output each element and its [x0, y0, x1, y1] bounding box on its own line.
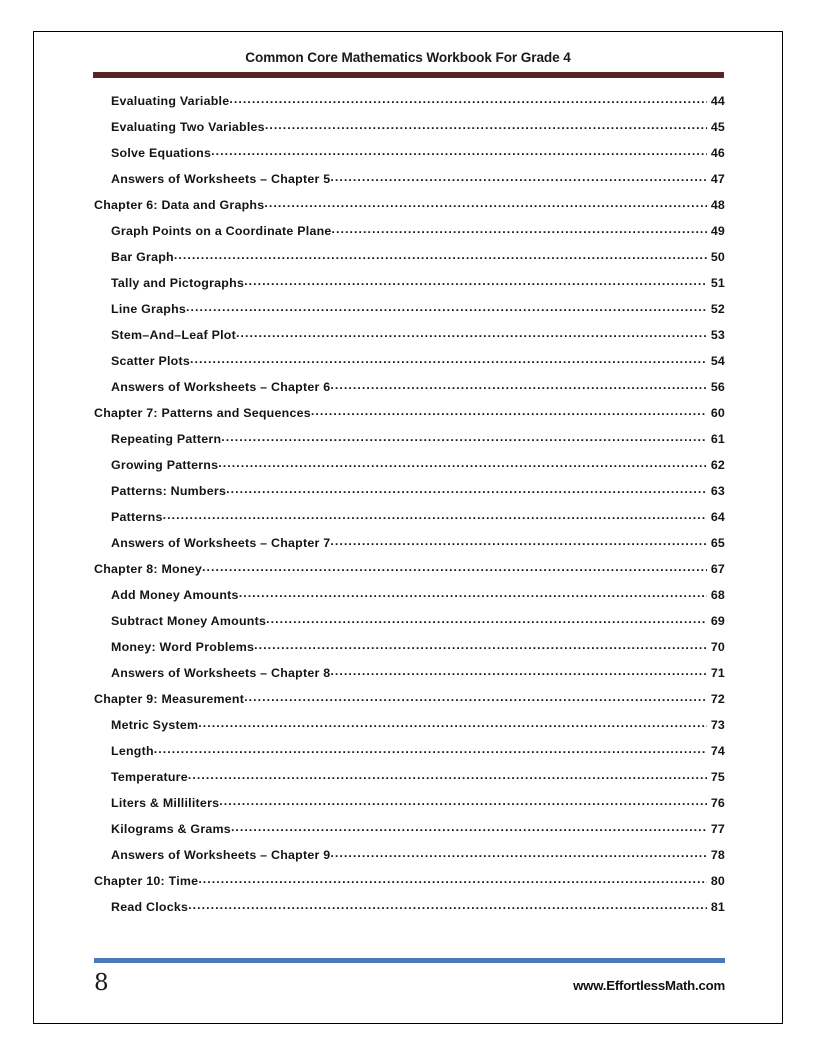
toc-dot-leader [219, 795, 707, 807]
toc-entry-page-number: 78 [710, 848, 725, 862]
toc-entry-page-number: 48 [710, 198, 725, 212]
toc-entry-page-number: 73 [710, 718, 725, 732]
toc-entry[interactable] [94, 431, 725, 457]
toc-entry-page-number: 76 [710, 796, 725, 810]
toc-entry-page-number: 67 [710, 562, 725, 576]
toc-entry-page-number: 70 [710, 640, 725, 654]
toc-entry-page-number: 53 [710, 328, 725, 342]
toc-entry[interactable] [94, 613, 725, 639]
footer-website-url: www.EffortlessMath.com [573, 977, 725, 993]
toc-entry-label: Chapter 7: Patterns and Sequences [94, 406, 311, 420]
toc-entry-label: Liters & Milliliters [111, 796, 220, 810]
toc-dot-leader [190, 353, 707, 365]
toc-entry-label: Evaluating Two Variables [111, 120, 265, 134]
toc-entry-page-number: 72 [710, 692, 725, 706]
toc-dot-leader [330, 379, 707, 391]
toc-dot-leader [239, 587, 707, 599]
toc-entry[interactable] [94, 483, 725, 509]
page-footer [94, 958, 725, 995]
toc-entry[interactable] [94, 561, 725, 587]
toc-entry-label: Patterns [111, 510, 163, 524]
toc-entry[interactable] [94, 379, 725, 405]
header-title: Common Core Mathematics Workbook For Grade 4 [245, 50, 571, 65]
toc-entry[interactable] [94, 717, 725, 743]
toc-dot-leader [265, 119, 707, 131]
toc-entry-label: Scatter Plots [111, 354, 190, 368]
toc-entry[interactable] [94, 93, 725, 119]
toc-entry-label: Tally and Pictographs [111, 276, 245, 290]
toc-dot-leader [330, 171, 707, 183]
toc-entry[interactable] [94, 171, 725, 197]
toc-entry[interactable] [94, 197, 725, 223]
toc-entry[interactable] [94, 535, 725, 561]
toc-entry-page-number: 61 [710, 432, 725, 446]
document-page [33, 31, 783, 1024]
toc-entry-label: Repeating Pattern [111, 432, 222, 446]
toc-entry-label: Patterns: Numbers [111, 484, 227, 498]
toc-dot-leader [330, 665, 707, 677]
toc-entry-page-number: 54 [710, 354, 725, 368]
toc-entry-label: Add Money Amounts [111, 588, 239, 602]
toc-entry[interactable] [94, 743, 725, 769]
toc-dot-leader [231, 821, 707, 833]
toc-entry-label: Kilograms & Grams [111, 822, 231, 836]
toc-entry-label: Answers of Worksheets – Chapter 5 [111, 172, 331, 186]
toc-dot-leader [174, 249, 707, 261]
toc-dot-leader [330, 535, 707, 547]
toc-dot-leader [221, 431, 707, 443]
toc-entry[interactable] [94, 821, 725, 847]
toc-entry-label: Answers of Worksheets – Chapter 9 [111, 848, 331, 862]
toc-entry[interactable] [94, 405, 725, 431]
toc-dot-leader [311, 405, 707, 417]
toc-entry[interactable] [94, 301, 725, 327]
toc-entry-label: Answers of Worksheets – Chapter 8 [111, 666, 331, 680]
toc-dot-leader [188, 899, 707, 911]
toc-entry-label: Chapter 8: Money [94, 562, 202, 576]
toc-dot-leader [244, 691, 707, 703]
page-header [34, 32, 782, 78]
toc-entry-page-number: 60 [710, 406, 725, 420]
toc-entry[interactable] [94, 275, 725, 301]
toc-entry-page-number: 51 [710, 276, 725, 290]
toc-entry-page-number: 77 [710, 822, 725, 836]
toc-entry[interactable] [94, 509, 725, 535]
toc-dot-leader [218, 457, 707, 469]
toc-entry-page-number: 65 [710, 536, 725, 550]
toc-entry-label: Answers of Worksheets – Chapter 6 [111, 380, 331, 394]
toc-entry-page-number: 46 [710, 146, 725, 160]
toc-dot-leader [198, 717, 707, 729]
toc-entry[interactable] [94, 587, 725, 613]
toc-entry-page-number: 71 [710, 666, 725, 680]
toc-entry-label: Solve Equations [111, 146, 212, 160]
toc-dot-leader [244, 275, 707, 287]
toc-entry[interactable] [94, 119, 725, 145]
toc-entry[interactable] [94, 665, 725, 691]
toc-entry-page-number: 47 [710, 172, 725, 186]
toc-entry-label: Subtract Money Amounts [111, 614, 267, 628]
toc-entry[interactable] [94, 223, 725, 249]
toc-dot-leader [266, 613, 707, 625]
toc-entry-label: Stem–And–Leaf Plot [111, 328, 236, 342]
toc-entry[interactable] [94, 457, 725, 483]
toc-entry-label: Graph Points on a Coordinate Plane [111, 224, 332, 238]
toc-entry-label: Chapter 6: Data and Graphs [94, 198, 265, 212]
toc-entry-label: Temperature [111, 770, 188, 784]
toc-entry-page-number: 81 [710, 900, 725, 914]
toc-entry[interactable] [94, 249, 725, 275]
toc-entry-label: Chapter 9: Measurement [94, 692, 245, 706]
footer-page-number: 8 [94, 970, 109, 996]
toc-dot-leader [188, 769, 707, 781]
toc-dot-leader [330, 847, 707, 859]
toc-entry-page-number: 44 [710, 94, 725, 108]
table-of-contents [94, 93, 725, 925]
toc-entry-page-number: 63 [710, 484, 725, 498]
toc-entry[interactable] [94, 795, 725, 821]
toc-entry-label: Answers of Worksheets – Chapter 7 [111, 536, 331, 550]
toc-entry[interactable] [94, 769, 725, 795]
toc-entry[interactable] [94, 899, 725, 925]
toc-dot-leader [332, 223, 707, 235]
header-rule [93, 72, 724, 78]
toc-entry-page-number: 64 [710, 510, 725, 524]
toc-entry-label: Money: Word Problems [111, 640, 255, 654]
toc-dot-leader [198, 873, 707, 885]
toc-entry[interactable] [94, 691, 725, 717]
footer-rule [94, 958, 725, 963]
toc-dot-leader [154, 743, 707, 755]
toc-entry-label: Length [111, 744, 154, 758]
toc-entry-label: Chapter 10: Time [94, 874, 199, 888]
toc-dot-leader [236, 327, 707, 339]
toc-entry-label: Metric System [111, 718, 199, 732]
toc-entry-label: Read Clocks [111, 900, 189, 914]
toc-entry-page-number: 50 [710, 250, 725, 264]
toc-entry[interactable] [94, 639, 725, 665]
toc-dot-leader [186, 301, 707, 313]
toc-entry-page-number: 68 [710, 588, 725, 602]
toc-entry-label: Evaluating Variable [111, 94, 230, 108]
toc-entry[interactable] [94, 353, 725, 379]
toc-dot-leader [163, 509, 707, 521]
toc-entry-page-number: 45 [710, 120, 725, 134]
toc-entry-page-number: 56 [710, 380, 725, 394]
toc-dot-leader [254, 639, 707, 651]
toc-entry-page-number: 49 [710, 224, 725, 238]
toc-entry-label: Bar Graph [111, 250, 174, 264]
toc-entry[interactable] [94, 327, 725, 353]
toc-dot-leader [226, 483, 707, 495]
toc-entry-label: Line Graphs [111, 302, 187, 316]
toc-entry-page-number: 75 [710, 770, 725, 784]
toc-entry-page-number: 62 [710, 458, 725, 472]
toc-dot-leader [202, 561, 707, 573]
toc-entry-page-number: 74 [710, 744, 725, 758]
toc-dot-leader [229, 93, 707, 105]
toc-entry[interactable] [94, 145, 725, 171]
toc-entry-label: Growing Patterns [111, 458, 219, 472]
toc-dot-leader [264, 197, 707, 209]
toc-entry-page-number: 69 [710, 614, 725, 628]
toc-dot-leader [211, 145, 707, 157]
toc-entry[interactable] [94, 847, 725, 873]
toc-entry-page-number: 80 [710, 874, 725, 888]
toc-entry[interactable] [94, 873, 725, 899]
toc-entry-page-number: 52 [710, 302, 725, 316]
